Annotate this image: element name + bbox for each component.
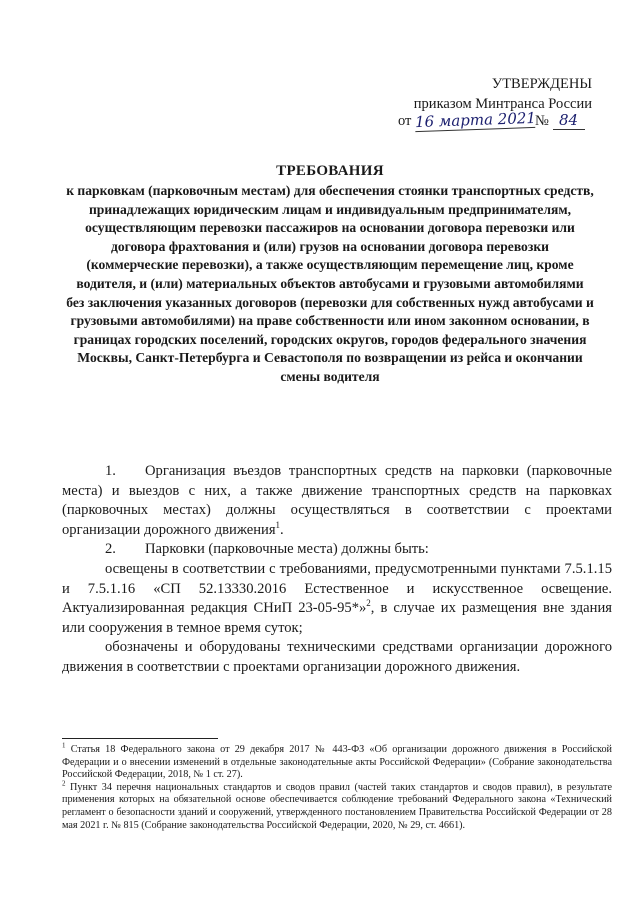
footnote-2 — [62, 779, 612, 832]
paragraph-1-end: . — [280, 521, 284, 538]
footnote-divider — [62, 738, 218, 739]
approval-date-handwritten: 16 марта 2021 — [414, 108, 537, 132]
document-title: ТРЕБОВАНИЯ — [276, 163, 384, 179]
paragraph-4: обозначены и оборудованы техническими средствами организации дорожного движения в соответствии с проектами организации дорожного движения. — [62, 639, 612, 675]
approval-from-label: от — [398, 113, 412, 129]
footnote-ref-1[interactable]: 1 — [275, 519, 281, 530]
footnote-2-mark: 2 — [62, 779, 66, 788]
document-subtitle: к парковкам (парковочным местам) для обеспечения стоянки транспортных средств, принадлежащих юридическим лицам и индивидуальным предпринимателям, осуществляющим перевозки пассажиров на основании договора перевозки или договора фрахтования и (или) грузов на основании договора перевозки (коммерческие перевозки), а также осуществляющим перемещение лиц, кроме водителя, и (или) материальных объектов автобусами и грузовыми автомобилями без заключения указанных договоров (перевозки для собственных нужд автобусами и грузовыми автомобилями) на праве собственности или ином законном основании, в границах городских поселений, городских округов, городов федерального значения Москвы, Санкт-Петербурга и Севастополя по возвращении из рейса и окончании смены водителя — [66, 183, 594, 384]
approval-number-handwritten: 84 — [553, 111, 585, 130]
footnote-ref-2[interactable]: 2 — [366, 598, 371, 609]
footnotes — [62, 741, 612, 832]
document-body — [62, 462, 612, 678]
approval-order: приказом Минтранса России — [413, 96, 592, 112]
paragraph-1-text: Организация въездов транспортных средств на парковки (парковочные места) и выездов с них, а также движение транспортных средств на парковках (парковочных местах) должны осуществляться в соответствии с проектами организации дорожного движения — [62, 463, 612, 538]
paragraph-1-number: 1. — [105, 463, 116, 479]
paragraph-2-number: 2. — [105, 541, 116, 558]
footnote-1-text: Статья 18 Федерального закона от 29 декабря 2017 № 443-ФЗ «Об организации дорожного движения в Российской Федерации и о внесении изменений в отдельные законодательные акты Российской Федерации» (Собрание законодательства Российской Федерации, 2018, № 1 ст. 27). — [62, 744, 612, 781]
paragraph-1 — [62, 462, 612, 540]
approval-title: УТВЕРЖДЕНЫ — [491, 76, 592, 92]
footnote-1 — [62, 741, 612, 782]
paragraph-3 — [62, 560, 612, 638]
paragraph-2 — [62, 540, 612, 560]
paragraph-2-text: Парковки (парковочные места) должны быть: — [145, 541, 429, 558]
paragraph-3-end: , в случае их размещения вне здания или сооружения в темное время суток; — [62, 600, 612, 636]
footnote-1-mark: 1 — [62, 741, 66, 750]
approval-date-line — [398, 108, 585, 132]
approval-number-label: № — [535, 113, 549, 129]
footnote-2-text: Пункт 34 перечня национальных стандартов и сводов правил (частей таких стандартов и сводов правил), в результате применения которых на обязательной основе обеспечивается соблюдение требований Федерального закона «Технический регламент о безопасности зданий и сооружений, утвержденного постановлением Правительства Российской Федерации от 28 мая 2021 г. № 815 (Собрание законодательства Российской Федерации, 2020, № 29, ст. 4661). — [62, 781, 612, 831]
paragraph-3-text: освещены в соответствии с требованиями, предусмотренными пунктами 7.5.1.15 и 7.5.1.16 «СП 52.13330.2016 Естественное и искусственное освещение. Актуализированная редакция СНиП 23-05-95*» — [62, 560, 612, 617]
